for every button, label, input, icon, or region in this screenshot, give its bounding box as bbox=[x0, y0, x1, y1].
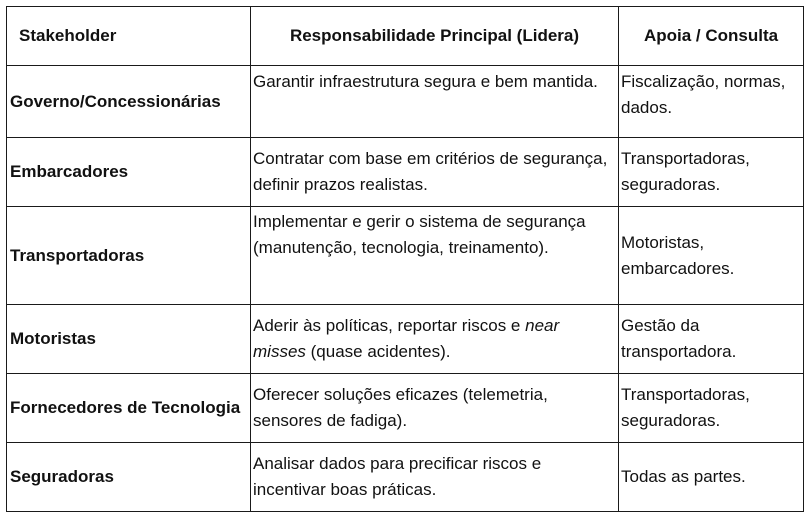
stakeholder-cell: Embarcadores bbox=[7, 138, 251, 207]
stakeholder-cell: Transportadoras bbox=[7, 207, 251, 305]
stakeholder-cell: Seguradoras bbox=[7, 443, 251, 512]
table-row bbox=[7, 138, 804, 207]
table-row bbox=[7, 374, 804, 443]
support-cell: Gestão da transportadora. bbox=[619, 305, 804, 374]
responsibility-cell: Analisar dados para precificar riscos e incentivar boas práticas. bbox=[251, 443, 619, 512]
responsibility-cell bbox=[251, 305, 619, 374]
table-row bbox=[7, 66, 804, 138]
responsibility-text-start: Aderir às políticas, reportar riscos e bbox=[253, 316, 526, 335]
stakeholder-cell: Governo/Concessionárias bbox=[7, 66, 251, 138]
table-header-row bbox=[7, 7, 804, 66]
support-cell: Transportadoras, seguradoras. bbox=[619, 138, 804, 207]
table-row bbox=[7, 443, 804, 512]
header-stakeholder: Stakeholder bbox=[7, 7, 251, 66]
responsibility-cell: Implementar e gerir o sistema de segurança (manutenção, tecnologia, treinamento). bbox=[251, 207, 619, 305]
support-cell: Motoristas, embarcadores. bbox=[619, 207, 804, 305]
support-cell: Transportadoras, seguradoras. bbox=[619, 374, 804, 443]
header-support-consult: Apoia / Consulta bbox=[619, 7, 804, 66]
responsibility-cell: Contratar com base em critérios de segurança, definir prazos realistas. bbox=[251, 138, 619, 207]
stakeholder-cell: Fornecedores de Tecnologia bbox=[7, 374, 251, 443]
responsibility-text-italic: near misses bbox=[253, 316, 560, 361]
header-main-responsibility: Responsabilidade Principal (Lidera) bbox=[251, 7, 619, 66]
table-row bbox=[7, 207, 804, 305]
support-cell: Todas as partes. bbox=[619, 443, 804, 512]
stakeholder-responsibility-table bbox=[6, 6, 804, 512]
responsibility-text-end: (quase acidentes). bbox=[305, 342, 451, 361]
support-cell: Fiscalização, normas, dados. bbox=[619, 66, 804, 138]
stakeholder-cell: Motoristas bbox=[7, 305, 251, 374]
responsibility-cell: Garantir infraestrutura segura e bem mantida. bbox=[251, 66, 619, 138]
responsibility-cell: Oferecer soluções eficazes (telemetria, sensores de fadiga). bbox=[251, 374, 619, 443]
table-row bbox=[7, 305, 804, 374]
